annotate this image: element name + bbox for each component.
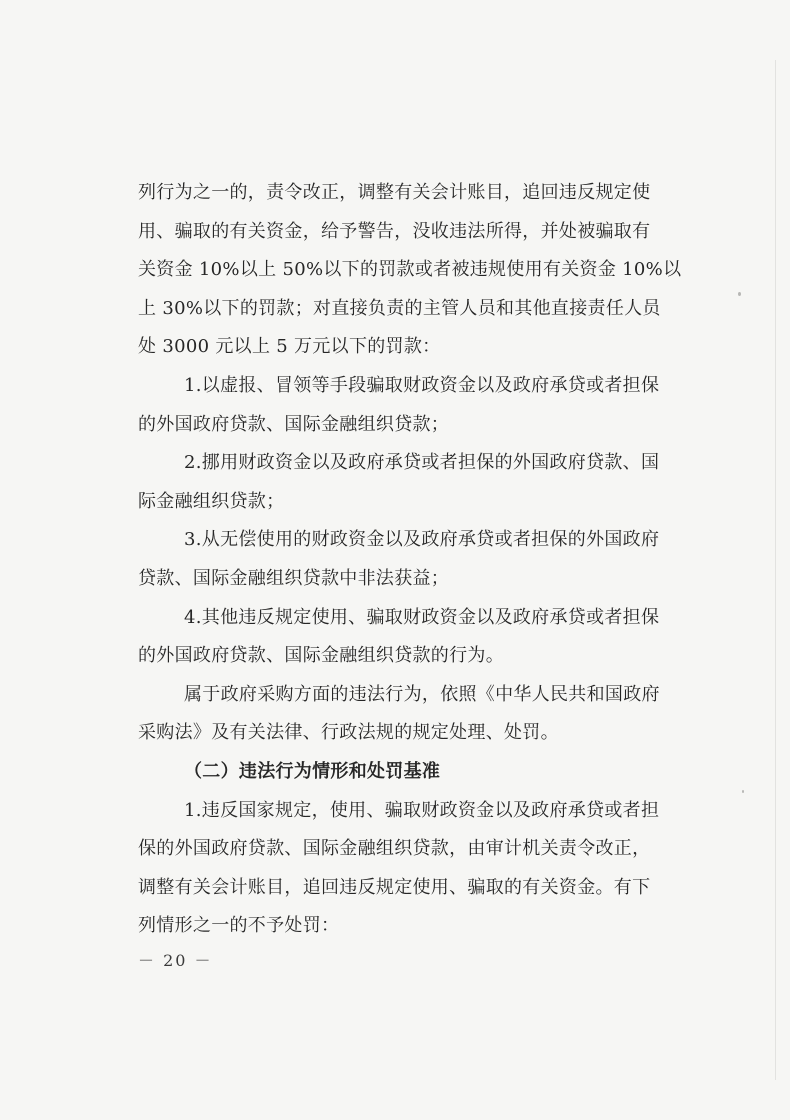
section-heading-text: （二）违法行为情形和处罚基准 <box>184 760 441 782</box>
text-line: 贷款、国际金融组织贷款中非法获益； <box>138 567 450 589</box>
text-line: 的外国政府贷款、国际金融组织贷款； <box>138 413 450 435</box>
list-item-4 <box>138 599 678 676</box>
section-heading <box>138 753 678 792</box>
scan-edge-line <box>775 60 776 1080</box>
paragraph-penalty-clause <box>138 174 682 367</box>
paragraph-no-penalty <box>138 792 678 946</box>
scan-speck <box>742 790 744 793</box>
page-number: － 20 － <box>138 951 213 970</box>
text-line: 际金融组织贷款； <box>138 490 285 512</box>
text-line: 1.以虚报、冒领等手段骗取财政资金以及政府承贷或者担保 <box>184 374 660 396</box>
text-line: 列行为之一的，责令改正，调整有关会计账目，追回违反规定使 <box>138 182 651 203</box>
list-item-3 <box>138 521 678 598</box>
text-line: 调整有关会计账目，追回违反规定使用、骗取的有关资金。有下 <box>138 876 651 898</box>
text-line: 4.其他违反规定使用、骗取财政资金以及政府承贷或者担保 <box>184 606 660 628</box>
text-line: 用、骗取的有关资金，给予警告，没收违法所得，并处被骗取有 <box>138 220 651 242</box>
text-line: 采购法》及有关法律、行政法规的规定处理、处罚。 <box>138 722 559 744</box>
scan-speck <box>738 292 741 296</box>
body-text <box>138 174 682 946</box>
text-line: 列情形之一的不予处罚： <box>138 915 340 937</box>
text-line: 关资金 10%以上 50%以下的罚款或者被违规使用有关资金 10%以 <box>138 259 682 281</box>
list-item-2 <box>138 444 678 521</box>
text-line: 3.从无偿使用的财政资金以及政府承贷或者担保的外国政府 <box>184 529 660 551</box>
text-line: 上 30%以下的罚款；对直接负责的主管人员和其他直接责任人员 <box>138 297 661 319</box>
text-line: 处 3000 元以上 5 万元以下的罚款： <box>138 336 441 358</box>
paragraph-procurement <box>138 676 678 753</box>
list-item-1 <box>138 367 678 444</box>
text-line: 属于政府采购方面的违法行为，依照《中华人民共和国政府 <box>184 683 660 705</box>
text-line: 保的外国政府贷款、国际金融组织贷款，由审计机关责令改正， <box>138 838 651 860</box>
text-line: 1.违反国家规定，使用、骗取财政资金以及政府承贷或者担 <box>184 799 660 821</box>
text-line: 的外国政府贷款、国际金融组织贷款的行为。 <box>138 645 504 667</box>
text-line: 2.挪用财政资金以及政府承贷或者担保的外国政府贷款、国 <box>184 452 660 474</box>
